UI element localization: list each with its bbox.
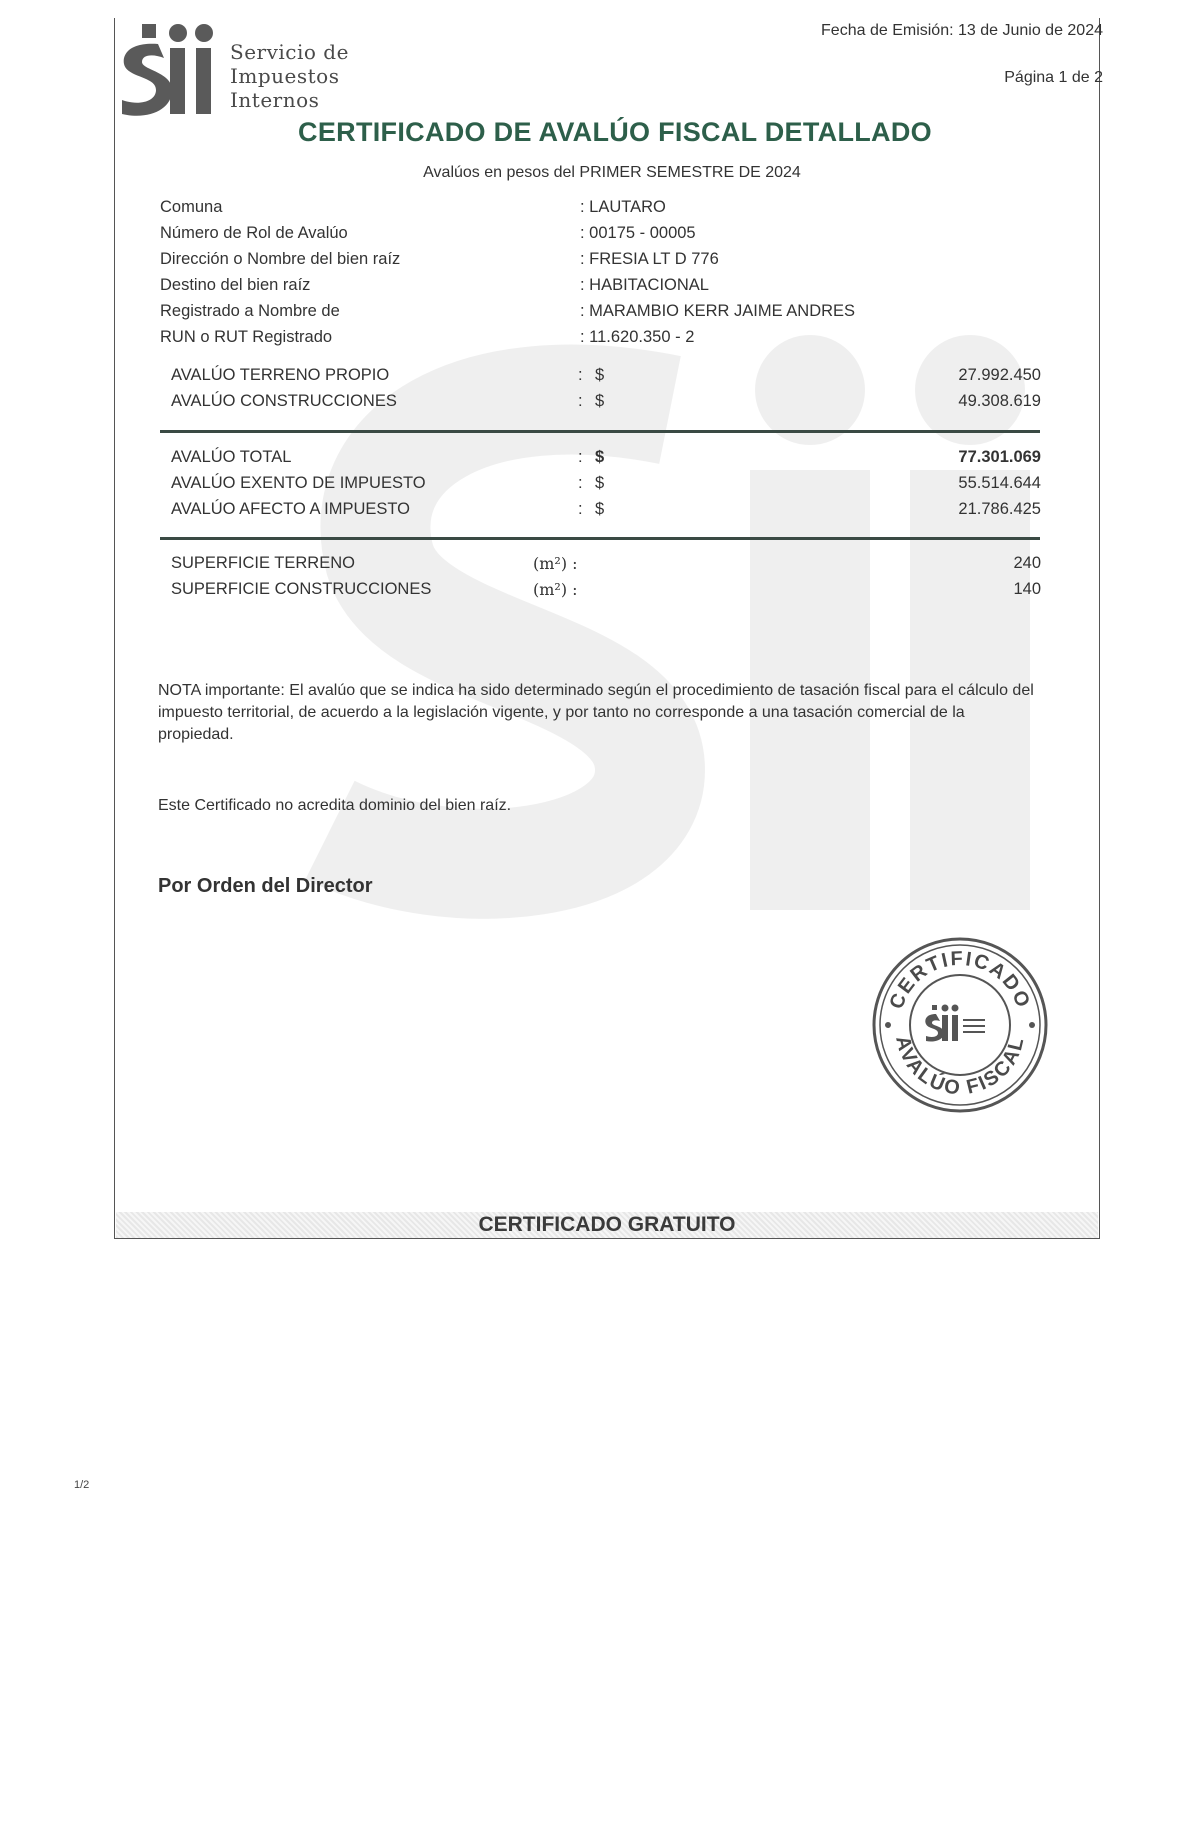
info-row-rut <box>160 328 1040 352</box>
info-label: Registrado a Nombre de <box>160 302 340 320</box>
avaluo-label: AVALÚO TERRENO PROPIO <box>171 366 390 384</box>
avaluo-row-total: AVALÚO TOTAL : $ 77.301.069 <box>171 448 1041 466</box>
section-divider <box>160 430 1040 433</box>
info-label: Dirección o Nombre del bien raíz <box>160 250 401 268</box>
info-label: Destino del bien raíz <box>160 276 311 294</box>
info-row-direccion <box>160 250 1040 274</box>
avaluo-label: AVALÚO TOTAL <box>171 448 292 466</box>
por-orden-del-director: Por Orden del Director <box>158 875 373 897</box>
info-value: : 11.620.350 - 2 <box>580 328 695 346</box>
superficie-unit: (m²) : <box>533 580 578 599</box>
superficie-label: SUPERFICIE TERRENO <box>171 554 355 572</box>
info-row-registrado <box>160 302 1040 326</box>
certificado-gratuito: CERTIFICADO GRATUITO <box>478 1213 736 1236</box>
document-subtitle: Avalúos en pesos del PRIMER SEMESTRE DE 2024 <box>423 164 801 181</box>
info-row-comuna <box>160 198 1040 222</box>
avaluo-amount: 27.992.450 <box>958 366 1041 384</box>
currency-symbol: $ <box>595 392 605 410</box>
page-number: Página 1 de 2 <box>1004 69 1103 86</box>
info-value: : FRESIA LT D 776 <box>580 250 719 268</box>
svg-text:AVALÚO FISCAL: AVALÚO FISCAL <box>891 1033 1029 1100</box>
document-title: CERTIFICADO DE AVALÚO FISCAL DETALLADO <box>298 117 932 147</box>
superficie-value: 140 <box>1013 580 1041 598</box>
info-value: : 00175 - 00005 <box>580 224 696 242</box>
fecha-emision: Fecha de Emisión: 13 de Junio de 2024 <box>821 22 1103 39</box>
info-row-destino <box>160 276 1040 300</box>
superficie-label: SUPERFICIE CONSTRUCCIONES <box>171 580 432 598</box>
info-label: Número de Rol de Avalúo <box>160 224 348 242</box>
scan-page-marker: 1/2 <box>74 1479 90 1491</box>
section-divider <box>160 537 1040 540</box>
info-value: : HABITACIONAL <box>580 276 709 294</box>
avaluo-label: AVALÚO EXENTO DE IMPUESTO <box>171 474 426 492</box>
currency-symbol: $ <box>595 474 605 492</box>
avaluo-amount: 55.514.644 <box>958 474 1041 492</box>
avaluo-amount: 21.786.425 <box>958 500 1041 518</box>
superficie-row-terreno <box>171 554 1041 578</box>
logo-wordmark <box>230 40 349 112</box>
info-value: : MARAMBIO KERR JAIME ANDRES <box>580 302 856 320</box>
avaluo-row-terreno: AVALÚO TERRENO PROPIO : $ 27.992.450 <box>171 366 1041 384</box>
certificado-avaluo-seal-icon <box>870 935 1050 1115</box>
currency-symbol: $ <box>595 366 605 384</box>
avaluo-row-afecto: AVALÚO AFECTO A IMPUESTO : $ 21.786.425 <box>171 500 1041 518</box>
logo-text-line3: Internos <box>230 88 320 112</box>
svg-text:CERTIFICADO: CERTIFICADO <box>885 947 1035 1013</box>
logo-text-line2: Impuestos <box>230 64 340 88</box>
info-value: : LAUTARO <box>580 198 666 216</box>
logo-text-line1: Servicio de <box>230 40 349 64</box>
info-label: RUN o RUT Registrado <box>160 328 333 346</box>
superficie-row-construcciones <box>171 580 1041 604</box>
no-acredita-dominio: Este Certificado no acredita dominio del bien raíz. <box>158 797 512 814</box>
superficie-value: 240 <box>1013 554 1041 572</box>
avaluo-label: AVALÚO AFECTO A IMPUESTO <box>171 500 411 518</box>
avaluo-row-exento: AVALÚO EXENTO DE IMPUESTO : $ 55.514.644 <box>171 474 1041 492</box>
avaluo-label: AVALÚO CONSTRUCCIONES <box>171 392 397 410</box>
avaluo-amount: 77.301.069 <box>958 448 1041 466</box>
info-label: Comuna <box>160 198 223 216</box>
superficie-unit: (m²) : <box>533 554 578 573</box>
nota-importante: NOTA importante: El avalúo que se indica ha sido determinado según el procedimiento de tasación fiscal para el cálculo del impuesto territorial, de acuerdo a la legislación vigente, y por tanto no corresponde a una tasación comercial de la propiedad. <box>158 682 1034 743</box>
currency-symbol: $ <box>595 500 605 518</box>
currency-symbol: $ <box>595 448 605 466</box>
info-row-rol <box>160 224 1040 248</box>
avaluo-amount: 49.308.619 <box>958 392 1041 410</box>
avaluo-row-construcciones: AVALÚO CONSTRUCCIONES : $ 49.308.619 <box>171 392 1041 410</box>
